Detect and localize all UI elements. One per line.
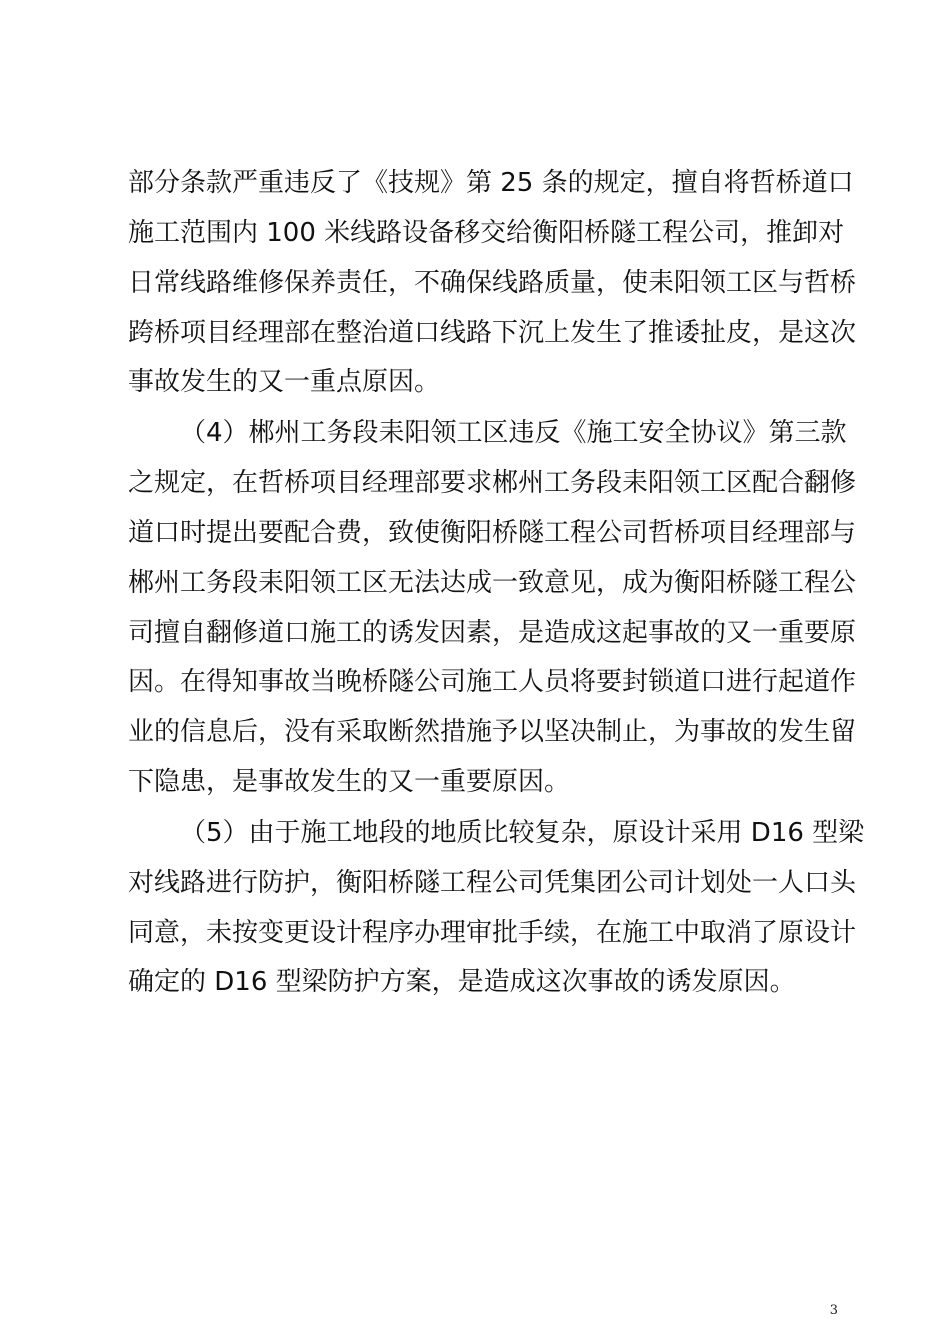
text-line: 跨桥项目经理部在整治道口线路下沉上发生了推诿扯皮，是这次	[128, 318, 857, 348]
page-number: 3	[829, 1303, 838, 1318]
text-line: 之规定，在哲桥项目经理部要求郴州工务段耒阳领工区配合翻修	[128, 468, 857, 498]
text-line: 下隐患，是事故发生的又一重要原因。	[128, 767, 571, 797]
text-line: 确定的 D16 型梁防护方案，是造成这次事故的诱发原因。	[128, 967, 796, 997]
text-line: 同意，未按变更设计程序办理审批手续，在施工中取消了原设计	[128, 918, 857, 948]
paragraph-5-first-line: （5）由于施工地段的地质比较复杂，原设计采用 D16 型梁	[180, 818, 865, 848]
text-line: 司擅自翻修道口施工的诱发因素，是造成这起事故的又一重要原	[128, 618, 857, 648]
text-line: 因。在得知事故当晚桥隧公司施工人员将要封锁道口进行起道作	[128, 667, 857, 697]
text-line: 对线路进行防护，衡阳桥隧工程公司凭集团公司计划处一人口头	[128, 868, 857, 898]
text-line: 部分条款严重违反了《技规》第 25 条的规定，擅自将哲桥道口	[128, 168, 854, 198]
text-line: 业的信息后，没有采取断然措施予以坚决制止，为事故的发生留	[128, 717, 857, 747]
text-line: 日常线路维修保养责任，不确保线路质量，使耒阳领工区与哲桥	[128, 268, 857, 298]
text-line: 事故发生的又一重点原因。	[128, 367, 441, 397]
text-line: 施工范围内 100 米线路设备移交给衡阳桥隧工程公司，推卸对	[128, 218, 845, 248]
paragraph-4-first-line: （4）郴州工务段耒阳领工区违反《施工安全协议》第三款	[180, 418, 847, 448]
text-line: 道口时提出要配合费，致使衡阳桥隧工程公司哲桥项目经理部与	[128, 518, 857, 548]
text-line: 郴州工务段耒阳领工区无法达成一致意见，成为衡阳桥隧工程公	[128, 568, 857, 598]
